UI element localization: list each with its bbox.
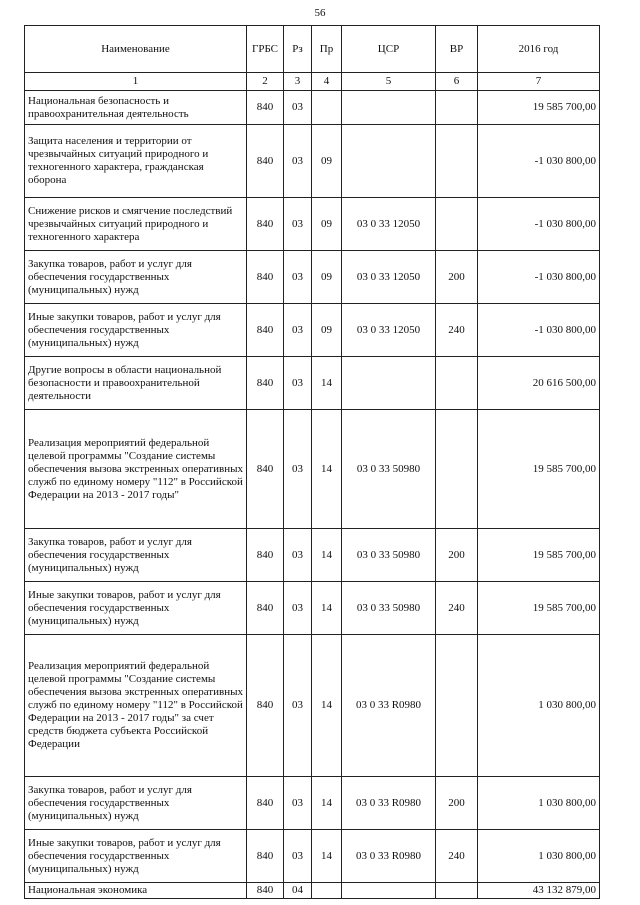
row-rz: 03	[284, 635, 312, 777]
row-vr	[436, 635, 478, 777]
row-pr: 14	[312, 582, 342, 635]
row-grbs: 840	[247, 91, 284, 125]
row-vr: 240	[436, 304, 478, 357]
row-name: Закупка товаров, работ и услуг для обеспечения государственных (муниципальных) нужд	[25, 251, 247, 304]
row-amount: 20 616 500,00	[478, 357, 600, 410]
row-pr: 09	[312, 125, 342, 198]
row-vr	[436, 125, 478, 198]
row-amount: 1 030 800,00	[478, 777, 600, 830]
row-csr: 03 0 33 50980	[342, 582, 436, 635]
row-rz: 03	[284, 357, 312, 410]
row-pr: 09	[312, 251, 342, 304]
row-grbs: 840	[247, 198, 284, 251]
header-vr: ВР	[436, 26, 478, 73]
table-row	[25, 125, 600, 198]
row-vr	[436, 357, 478, 410]
column-number: 4	[312, 73, 342, 91]
row-csr: 03 0 33 R0980	[342, 635, 436, 777]
row-pr	[312, 883, 342, 899]
table-row	[25, 304, 600, 357]
row-amount: 19 585 700,00	[478, 91, 600, 125]
row-rz: 03	[284, 91, 312, 125]
row-vr: 240	[436, 582, 478, 635]
row-name: Реализация мероприятий федеральной целевой программы "Создание системы обеспечения вызова экстренных оперативных служб по единому номеру "112" в Российской Федерации на 2013 - 2017 годы" за счет средств бюджета субъекта Российской Федерации	[25, 635, 247, 777]
row-grbs: 840	[247, 125, 284, 198]
row-grbs: 840	[247, 251, 284, 304]
budget-table	[24, 25, 600, 899]
row-rz: 03	[284, 251, 312, 304]
row-rz: 03	[284, 125, 312, 198]
row-vr: 200	[436, 251, 478, 304]
column-number: 6	[436, 73, 478, 91]
row-vr	[436, 883, 478, 899]
row-csr: 03 0 33 12050	[342, 198, 436, 251]
row-csr: 03 0 33 R0980	[342, 777, 436, 830]
row-amount: 19 585 700,00	[478, 410, 600, 529]
header-name: Наименование	[25, 26, 247, 73]
table-row	[25, 830, 600, 883]
table-row	[25, 410, 600, 529]
column-number: 5	[342, 73, 436, 91]
table-row	[25, 251, 600, 304]
row-name: Закупка товаров, работ и услуг для обеспечения государственных (муниципальных) нужд	[25, 529, 247, 582]
row-amount: 1 030 800,00	[478, 830, 600, 883]
header-grbs: ГРБС	[247, 26, 284, 73]
row-rz: 03	[284, 410, 312, 529]
row-pr: 14	[312, 357, 342, 410]
row-grbs: 840	[247, 529, 284, 582]
row-vr	[436, 91, 478, 125]
column-number-row	[25, 73, 600, 91]
header-pr: Пр	[312, 26, 342, 73]
row-grbs: 840	[247, 883, 284, 899]
row-csr	[342, 357, 436, 410]
row-rz: 03	[284, 830, 312, 883]
row-csr	[342, 91, 436, 125]
column-number: 2	[247, 73, 284, 91]
column-number: 1	[25, 73, 247, 91]
row-amount: -1 030 800,00	[478, 125, 600, 198]
row-name: Снижение рисков и смягчение последствий чрезвычайных ситуаций природного и техногенного характера	[25, 198, 247, 251]
row-grbs: 840	[247, 304, 284, 357]
row-grbs: 840	[247, 357, 284, 410]
row-amount: 19 585 700,00	[478, 582, 600, 635]
table-row	[25, 198, 600, 251]
table-row	[25, 635, 600, 777]
table-row	[25, 91, 600, 125]
row-csr: 03 0 33 12050	[342, 304, 436, 357]
row-grbs: 840	[247, 777, 284, 830]
row-amount: -1 030 800,00	[478, 198, 600, 251]
row-rz: 03	[284, 777, 312, 830]
table-row	[25, 883, 600, 899]
row-grbs: 840	[247, 830, 284, 883]
table-row	[25, 357, 600, 410]
row-vr: 200	[436, 777, 478, 830]
row-amount: -1 030 800,00	[478, 304, 600, 357]
row-name: Защита населения и территории от чрезвычайных ситуаций природного и техногенного характера, гражданская оборона	[25, 125, 247, 198]
table-row	[25, 582, 600, 635]
row-name: Закупка товаров, работ и услуг для обеспечения государственных (муниципальных) нужд	[25, 777, 247, 830]
row-csr: 03 0 33 50980	[342, 529, 436, 582]
row-vr: 240	[436, 830, 478, 883]
header-rz: Рз	[284, 26, 312, 73]
row-csr: 03 0 33 50980	[342, 410, 436, 529]
header-csr: ЦСР	[342, 26, 436, 73]
table-row	[25, 777, 600, 830]
row-name: Реализация мероприятий федеральной целевой программы "Создание системы обеспечения вызова экстренных оперативных служб по единому номеру "112" в Российской Федерации на 2013 - 2017 годы"	[25, 410, 247, 529]
row-vr	[436, 198, 478, 251]
row-amount: 19 585 700,00	[478, 529, 600, 582]
row-amount: 1 030 800,00	[478, 635, 600, 777]
row-pr: 09	[312, 198, 342, 251]
row-name: Национальная экономика	[25, 883, 247, 899]
row-rz: 03	[284, 198, 312, 251]
row-pr: 14	[312, 635, 342, 777]
row-amount: -1 030 800,00	[478, 251, 600, 304]
row-vr	[436, 410, 478, 529]
row-pr: 09	[312, 304, 342, 357]
header-row	[25, 26, 600, 73]
budget-table-body	[25, 26, 600, 899]
row-rz: 03	[284, 529, 312, 582]
row-rz: 04	[284, 883, 312, 899]
column-number: 3	[284, 73, 312, 91]
row-pr: 14	[312, 830, 342, 883]
row-pr: 14	[312, 410, 342, 529]
header-year: 2016 год	[478, 26, 600, 73]
row-rz: 03	[284, 304, 312, 357]
row-grbs: 840	[247, 582, 284, 635]
row-name: Национальная безопасность и правоохранительная деятельность	[25, 91, 247, 125]
row-rz: 03	[284, 582, 312, 635]
row-name: Иные закупки товаров, работ и услуг для обеспечения государственных (муниципальных) нужд	[25, 830, 247, 883]
row-grbs: 840	[247, 635, 284, 777]
row-name: Другие вопросы в области национальной безопасности и правоохранительной деятельности	[25, 357, 247, 410]
table-row	[25, 529, 600, 582]
column-number: 7	[478, 73, 600, 91]
row-pr: 14	[312, 529, 342, 582]
row-pr: 14	[312, 777, 342, 830]
row-grbs: 840	[247, 410, 284, 529]
row-csr	[342, 883, 436, 899]
row-pr	[312, 91, 342, 125]
page-number: 56	[314, 7, 326, 19]
row-name: Иные закупки товаров, работ и услуг для обеспечения государственных (муниципальных) нужд	[25, 304, 247, 357]
row-csr	[342, 125, 436, 198]
row-csr: 03 0 33 R0980	[342, 830, 436, 883]
row-csr: 03 0 33 12050	[342, 251, 436, 304]
row-vr: 200	[436, 529, 478, 582]
row-amount: 43 132 879,00	[478, 883, 600, 899]
row-name: Иные закупки товаров, работ и услуг для обеспечения государственных (муниципальных) нужд	[25, 582, 247, 635]
